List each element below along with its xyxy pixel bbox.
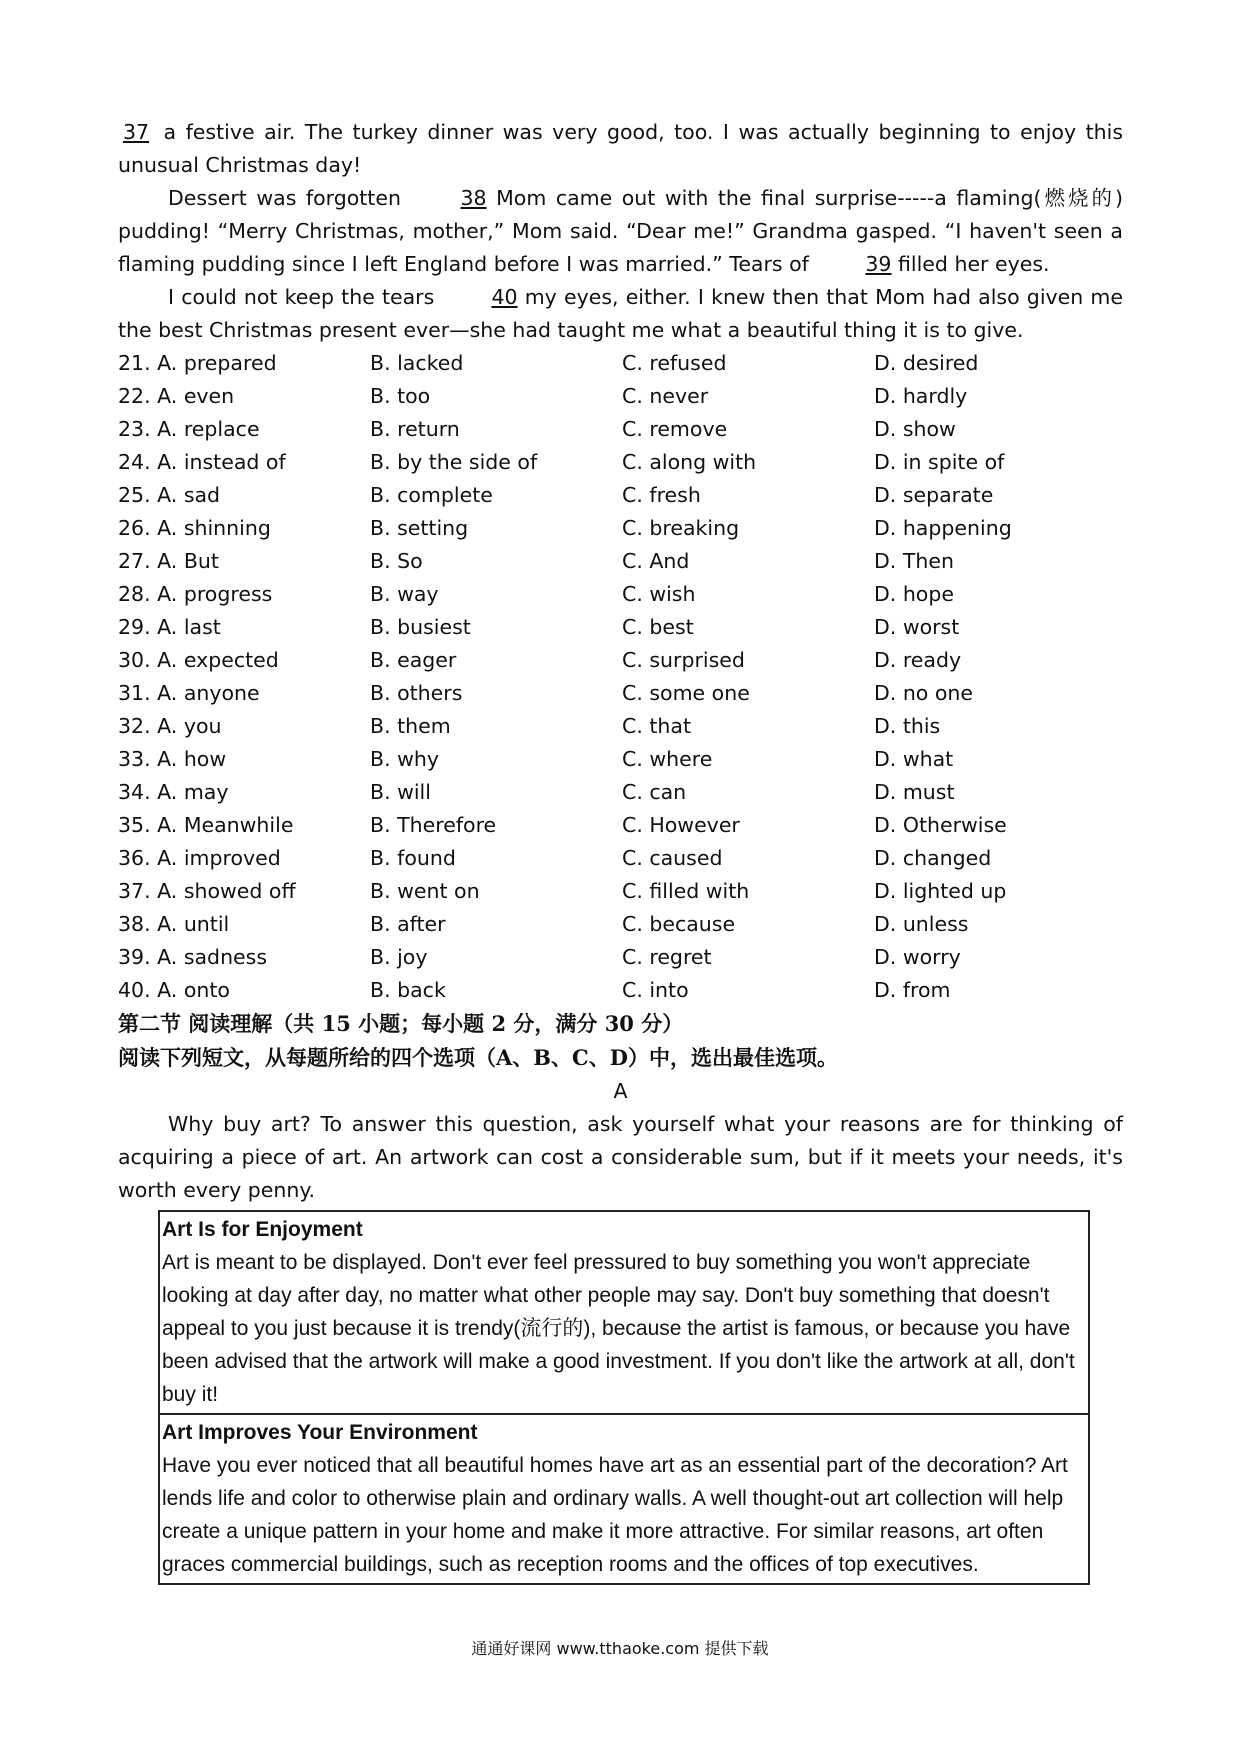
option-a: 40. A. onto bbox=[118, 978, 230, 1002]
section-instruction: 阅读下列短文，从每题所给的四个选项（A、B、C、D）中，选出最佳选项。 bbox=[118, 1045, 838, 1070]
option-a: 38. A. until bbox=[118, 912, 230, 936]
option-a: 39. A. sadness bbox=[118, 945, 268, 969]
option-d: D. desired bbox=[874, 351, 979, 375]
blank-38: 38 bbox=[460, 186, 487, 210]
option-row bbox=[118, 380, 1123, 413]
option-a: 25. A. sad bbox=[118, 483, 221, 507]
option-c: C. best bbox=[622, 615, 694, 639]
passage-label: A bbox=[613, 1079, 628, 1103]
option-a: 30. A. expected bbox=[118, 648, 279, 672]
option-a: 28. A. progress bbox=[118, 582, 273, 606]
box-text: Art is meant to be displayed. Don't ever feel pressured to buy something you won't appreciate looking at day after day, no matter what other people may say. Don't buy something that doesn't appeal to you just because it is trendy(流行的), because the artist is famous, or because you have been advised that the artwork will make a good investment. If you don't like the artwork at all, don't buy it! bbox=[162, 1251, 1075, 1406]
option-d: D. worry bbox=[874, 945, 961, 969]
section-heading: 第二节 阅读理解（共 15 小题；每小题 2 分，满分 30 分） bbox=[118, 1011, 684, 1036]
cloze-passage bbox=[118, 116, 1123, 1207]
option-a: 37. A. showed off bbox=[118, 879, 296, 903]
option-d: D. in spite of bbox=[874, 450, 1005, 474]
option-row bbox=[118, 644, 1123, 677]
option-b: B. too bbox=[370, 384, 431, 408]
option-c: C. And bbox=[622, 549, 690, 573]
option-a: 27. A. But bbox=[118, 549, 219, 573]
option-row bbox=[118, 743, 1123, 776]
option-row bbox=[118, 677, 1123, 710]
option-a: 26. A. shinning bbox=[118, 516, 271, 540]
box-title: Art Improves Your Environment bbox=[162, 1421, 478, 1444]
option-b: B. return bbox=[370, 417, 460, 441]
option-c: C. regret bbox=[622, 945, 712, 969]
option-d: D. what bbox=[874, 747, 954, 771]
option-d: D. hardly bbox=[874, 384, 968, 408]
option-d: D. must bbox=[874, 780, 955, 804]
option-d: D. unless bbox=[874, 912, 969, 936]
option-row bbox=[118, 611, 1123, 644]
option-row bbox=[118, 545, 1123, 578]
option-a: 34. A. may bbox=[118, 780, 229, 804]
paragraph-2-text-c: filled her eyes. bbox=[891, 252, 1050, 276]
option-d: D. separate bbox=[874, 483, 994, 507]
paragraph-3-text-a: I could not keep the tears bbox=[168, 285, 442, 309]
option-row bbox=[118, 809, 1123, 842]
passage-intro: Why buy art? To answer this question, ask yourself what your reasons are for thinking of acquiring a piece of art. An artwork can cost a considerable sum, but if it meets your needs, it's worth every penny. bbox=[118, 1112, 1123, 1202]
option-c: C. where bbox=[622, 747, 713, 771]
option-b: B. after bbox=[370, 912, 446, 936]
option-c: C. breaking bbox=[622, 516, 740, 540]
option-d: D. from bbox=[874, 978, 951, 1002]
option-c: C. surprised bbox=[622, 648, 745, 672]
option-d: D. worst bbox=[874, 615, 960, 639]
option-b: B. lacked bbox=[370, 351, 464, 375]
option-d: D. show bbox=[874, 417, 956, 441]
option-c: C. However bbox=[622, 813, 740, 837]
option-c: C. filled with bbox=[622, 879, 750, 903]
option-row bbox=[118, 512, 1123, 545]
option-c: C. along with bbox=[622, 450, 757, 474]
option-a: 23. A. replace bbox=[118, 417, 260, 441]
option-b: B. by the side of bbox=[370, 450, 538, 474]
blank-40: 40 bbox=[491, 285, 518, 309]
option-row bbox=[118, 776, 1123, 809]
option-row bbox=[118, 479, 1123, 512]
option-a: 22. A. even bbox=[118, 384, 235, 408]
option-b: B. eager bbox=[370, 648, 457, 672]
option-a: 36. A. improved bbox=[118, 846, 281, 870]
option-d: D. Otherwise bbox=[874, 813, 1007, 837]
option-c: C. wish bbox=[622, 582, 696, 606]
box-section-environment bbox=[160, 1413, 1088, 1583]
options-list bbox=[118, 347, 1123, 1007]
option-row bbox=[118, 446, 1123, 479]
option-d: D. changed bbox=[874, 846, 992, 870]
option-row bbox=[118, 941, 1123, 974]
paragraph-1-text: a festive air. The turkey dinner was very good, too. I was actually beginning to enjoy this unusual Christmas day! bbox=[118, 120, 1123, 177]
paragraph-2-text-b: Mom came out with the final surprise-----a flaming(燃烧的) pudding! “Merry Christmas, mother,” Mom said. “Dear me!” Grandma gasped. “I haven't seen a flaming pudding since I left England before I was married.” Tears of bbox=[118, 186, 1123, 276]
option-b: B. busiest bbox=[370, 615, 471, 639]
option-d: D. Then bbox=[874, 549, 954, 573]
option-row bbox=[118, 710, 1123, 743]
paragraph-2-text-a: Dessert was forgotten bbox=[168, 186, 411, 210]
paragraph-1 bbox=[118, 116, 1123, 182]
option-a: 32. A. you bbox=[118, 714, 222, 738]
option-b: B. went on bbox=[370, 879, 480, 903]
option-d: D. hope bbox=[874, 582, 954, 606]
option-b: B. found bbox=[370, 846, 456, 870]
option-c: C. that bbox=[622, 714, 691, 738]
option-d: D. no one bbox=[874, 681, 974, 705]
option-b: B. will bbox=[370, 780, 431, 804]
paragraph-3 bbox=[118, 281, 1123, 347]
option-row bbox=[118, 908, 1123, 941]
option-c: C. because bbox=[622, 912, 736, 936]
option-c: C. refused bbox=[622, 351, 727, 375]
option-c: C. can bbox=[622, 780, 687, 804]
option-b: B. complete bbox=[370, 483, 493, 507]
option-c: C. remove bbox=[622, 417, 728, 441]
option-d: D. ready bbox=[874, 648, 962, 672]
paragraph-3-text-b: my eyes, either. I knew then that Mom had also given me the best Christmas present ever—she had taught me what a beautiful thing it is to give. bbox=[118, 285, 1123, 342]
option-row bbox=[118, 347, 1123, 380]
option-c: C. never bbox=[622, 384, 709, 408]
box-section-enjoyment bbox=[160, 1212, 1088, 1413]
option-b: B. others bbox=[370, 681, 463, 705]
option-b: B. joy bbox=[370, 945, 428, 969]
option-a: 24. A. instead of bbox=[118, 450, 286, 474]
option-b: B. setting bbox=[370, 516, 469, 540]
option-d: D. lighted up bbox=[874, 879, 1007, 903]
option-b: B. back bbox=[370, 978, 446, 1002]
option-a: 29. A. last bbox=[118, 615, 221, 639]
blank-39: 39 bbox=[865, 252, 892, 276]
option-row bbox=[118, 578, 1123, 611]
option-row bbox=[118, 974, 1123, 1007]
option-d: D. happening bbox=[874, 516, 1012, 540]
option-b: B. why bbox=[370, 747, 439, 771]
option-a: 33. A. how bbox=[118, 747, 227, 771]
info-box bbox=[158, 1210, 1090, 1585]
option-c: C. some one bbox=[622, 681, 750, 705]
option-b: B. way bbox=[370, 582, 439, 606]
option-row bbox=[118, 875, 1123, 908]
option-a: 35. A. Meanwhile bbox=[118, 813, 294, 837]
option-b: B. them bbox=[370, 714, 451, 738]
option-a: 31. A. anyone bbox=[118, 681, 260, 705]
option-b: B. So bbox=[370, 549, 423, 573]
option-d: D. this bbox=[874, 714, 941, 738]
paragraph-2 bbox=[118, 182, 1123, 281]
option-c: C. caused bbox=[622, 846, 723, 870]
option-row bbox=[118, 842, 1123, 875]
option-c: C. into bbox=[622, 978, 689, 1002]
box-text: Have you ever noticed that all beautiful homes have art as an essential part of the decoration? Art lends life and color to otherwise plain and ordinary walls. A well thought-out art collection will help create a unique pattern in your home and make it more attractive. For similar reasons, art often graces commercial buildings, such as reception rooms and the offices of top executives. bbox=[162, 1454, 1068, 1576]
option-b: B. Therefore bbox=[370, 813, 497, 837]
blank-37: 37 bbox=[122, 120, 150, 144]
page-footer: 通通好课网 www.tthaoke.com 提供下载 bbox=[471, 1639, 769, 1658]
box-title: Art Is for Enjoyment bbox=[162, 1218, 363, 1241]
option-row bbox=[118, 413, 1123, 446]
option-c: C. fresh bbox=[622, 483, 701, 507]
option-a: 21. A. prepared bbox=[118, 351, 277, 375]
